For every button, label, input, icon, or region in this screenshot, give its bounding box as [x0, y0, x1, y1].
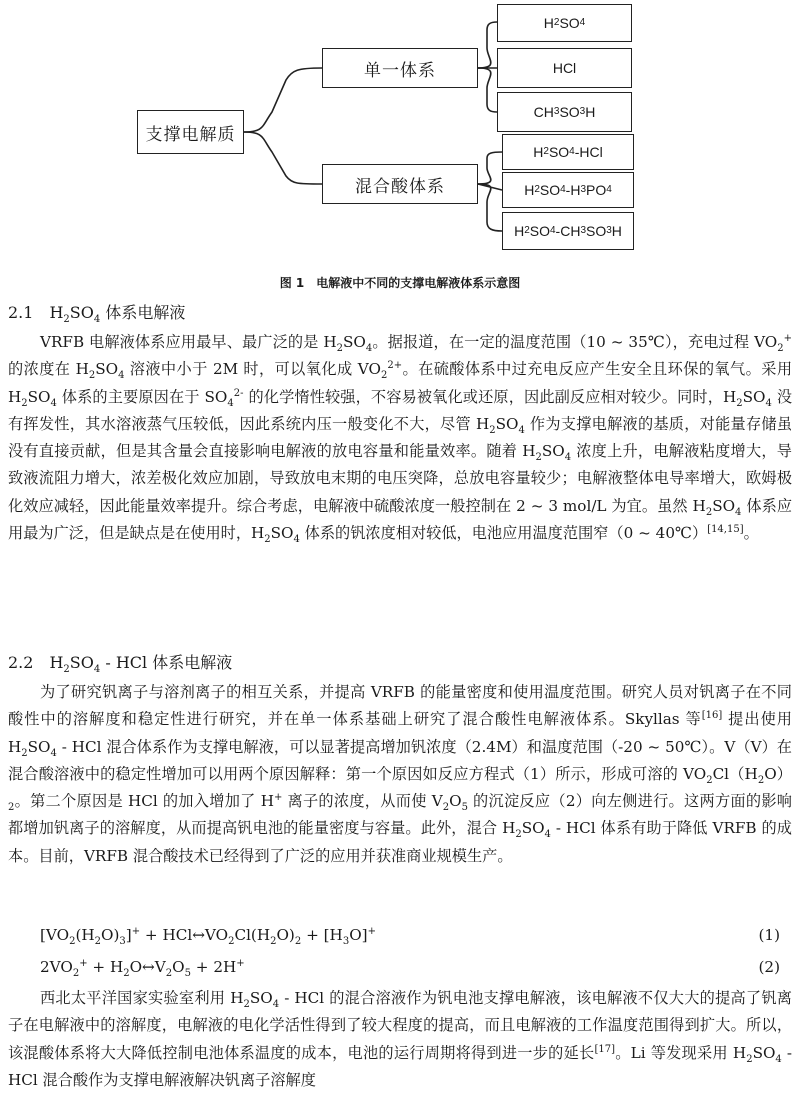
node-ch3so3h: CH 3 SO 3 H	[497, 92, 632, 132]
node-h2so4-ch3so3h: H 2 SO 4 -CH 3 SO 3 H	[502, 212, 634, 250]
paragraph-2-2-a: 为了研究钒离子与溶剂离子的相互关系，并提高 VRFB 的能量密度和使用温度范围。研究人员对钒离子在不同酸性中的溶解度和稳定性进行研究，并在单一体系基础上研究了混合酸性电解液体系。Skyllas 等[16] 提出使用 $H_2SO_4$ - HCl 混合体系作为支撑电解液，可以显著提高增加钒浓度（2.4M）和温度范围（-20 ~ 50℃）。V（V）在混合酸溶液中的稳定性增加可以用两个原因解释：第一个原因如反应方程式（1）所示，形成可溶的 $VO_2Cl(H_2O)_2$。第二个原因是 HCl 的加入增加了 H+ 离子的浓度，从而使 $V_2O_5$ 的沉淀反应（2）向左侧进行。这两方面的影响都增加钒离子的溶解度，从而提高钒电池的能量密度与容量。此外，混合 $H_2SO_4$ - HCl 体系有助于降低 VRFB 的成本。目前，VRFB 混合酸技术已经得到了广泛的应用并获准商业规模生产。	[8, 683, 792, 865]
equation-1-number: (1)	[758, 926, 780, 944]
figure-caption: 图 1 电解液中不同的支撑电解液体系示意图	[279, 276, 521, 290]
equation-1-body: $[VO_2(H_2O)_3]^+$ + $HCl\leftrightarrow VO_2Cl(H_2O)_2 + [H_3O]^+$	[40, 925, 376, 948]
equation-2-number: (2)	[758, 958, 780, 976]
paragraph-2-1: VRFB 电解液体系应用最早、最广泛的是 $H_2SO_4$。据报道，在一定的温度范围（10 ~ 35℃），充电过程 $VO_2^+$ 的浓度在 $H_2SO_4$ 溶液中小于 2M 时，可以氧化成 $VO_2^{2+}$。在硫酸体系中过充电反应产生安全且环保的氧气。采用 $H_2SO_4$ 体系的主要原因在于 $SO_4^{2-}$ 的化学惰性较强，不容易被氧化或还原，因此副反应相对较少。同时，$H_2SO_4$ 没有挥发性，其水溶液蒸气压较低，因此系统内压一般变化不大，尽管 $H_2SO_4$ 作为支撑电解液的基质，对能量存储虽没有直接贡献，但是其含量会直接影响电解液的放电容量和能量效率。随着 $H_2SO_4$ 浓度上升，电解液粘度增大，导致液流阻力增大，浓差极化效应加剧，导致放电末期的电压突降，总放电容量较少；电解液整体电导率增大，欧姆极化效应减轻，因此能量效率提升。综合考虑，电解液中硫酸浓度一般控制在 2 ~ 3 mol/L 为宜。虽然 $H_2SO_4$ 体系应用最为广泛，但是缺点是在使用时，$H_2SO_4$ 体系的钒浓度相对较低，电池应用温度范围窄（0 ~ 40℃）[14,15]。	[8, 332, 793, 546]
node-h2so4-hcl: H 2 SO 4 -HCl	[502, 134, 634, 170]
equation-2-body: $2VO_2^+$ + $H_2O\leftrightarrow V_2O_5 + 2H^+$	[40, 957, 245, 980]
node-h2so4: H 2 SO 4	[497, 4, 632, 42]
equation-2	[40, 954, 780, 981]
section-heading-2-1: 2.1 $H_2SO_4$ 体系电解液	[8, 303, 186, 326]
paragraph-2-2-b: 西北太平洋国家实验室利用 $H_2SO_4$ - HCl 的混合溶液作为钒电池支撑电解液，该电解液不仅大大的提高了钒离子在电解液中的溶解度，电解液的电化学活性得到了较大程度的提高，而且电解液的工作温度范围得到扩大。所以，该混酸体系将大大降低控制电池体系温度的成本，电池的运行周期将得到进一步的延长[17]。Li 等发现采用 $H_2SO_4$ - HCl 混合酸作为支撑电解液解决钒离子溶解度	[8, 989, 793, 1089]
diagram-connectors	[0, 0, 800, 270]
node-support-electrolyte: 支撑电解质	[137, 110, 244, 154]
support-electrolyte-diagram	[0, 0, 800, 270]
section-heading-2-2: 2.2 $H_2SO_4$ - HCl 体系电解液	[8, 653, 233, 676]
node-mixed-acid-system: 混合酸体系	[322, 164, 478, 204]
equation-1	[40, 922, 780, 949]
node-h2so4-h3po4: H 2 SO 4 -H 3 PO 4	[502, 172, 634, 208]
node-single-system: 单一体系	[322, 48, 478, 88]
node-hcl: HCl	[497, 48, 632, 88]
